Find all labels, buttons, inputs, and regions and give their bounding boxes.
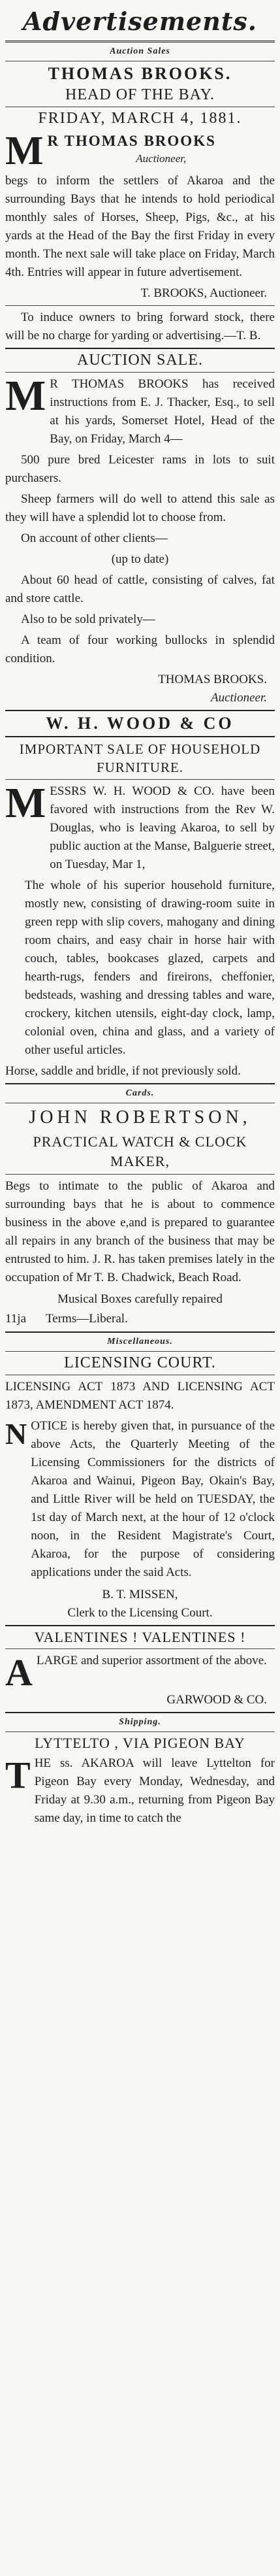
dropcap: M <box>5 372 46 420</box>
wood-heading: W. H. WOOD & CO <box>46 714 234 733</box>
divider <box>5 1625 275 1626</box>
divider <box>5 710 275 711</box>
valentines-signature: GARWOOD & CO. <box>166 1693 267 1707</box>
auction2-item1-note: Sheep farmers will do well to attend this sale as they will have a splendid lot to choose from. <box>5 492 275 524</box>
divider <box>5 41 275 42</box>
auction2-opening <box>5 372 275 448</box>
auctioneer-name: THOMAS BROOKS. <box>48 64 232 83</box>
dropcap: A <box>5 1651 33 1694</box>
licensing-heading: LICENSING COURT. <box>64 1354 216 1371</box>
auction1-signature: T. BROOKS, Auctioneer. <box>140 286 267 300</box>
valentines-body: LARGE and superior assortment of the above. <box>36 1654 267 1667</box>
watchmaker-name: JOHN ROBERTSON, <box>29 1107 251 1128</box>
auction1-firstline: R THOMAS BROOKS <box>47 133 216 149</box>
auction2-heading: AUCTION SALE. <box>77 352 203 369</box>
ad-code: 11ja <box>5 1312 27 1326</box>
watchmaker-terms-row <box>5 1309 275 1329</box>
wood-intro: ESSRS W. H. WOOD & CO. have been favored with instructions from the Rev W. Douglas, who is leaving Akaroa, to sell by public auction at the Manse, Balguerie street, on Tuesday, Mar 1, <box>50 784 275 871</box>
divider <box>5 1712 275 1713</box>
advertisements-column <box>5 0 275 1828</box>
wood-body: The whole of his superior household furniture, mostly new, consisting of drawing-room suite in green repp with slip covers, mahogany and dining room chairs, and easy chair in horse hair with couch, tables, bookcases glazed, carpets and hearth-rugs, fenders and fireirons, cheffonier, bedsteads, washing and dressing tables and ware, crockery, kitchen utensils, eight-day clock, lamp, colonial oven, china and glass, and a variety of other useful articles. <box>25 878 275 1057</box>
sale-location: HEAD OF THE BAY. <box>65 86 215 103</box>
auction2-item3: About 60 head of cattle, consisting of calves, fat and store cattle. <box>5 573 275 605</box>
auction2-signature: THOMAS BROOKS. <box>158 673 267 686</box>
divider <box>5 305 275 306</box>
valentines-heading: VALENTINES ! VALENTINES ! <box>34 1629 246 1645</box>
licensing-signature: B. T. MISSEN, <box>102 1588 178 1601</box>
dropcap: M <box>5 779 46 827</box>
sale-date: FRIDAY, MARCH 4, 1881. <box>38 110 242 127</box>
auction1-body: begs to inform the settlers of Akaroa and the surrounding Bays that he intends to hold periodical monthly sales of Horses, Sheep, Pigs, &c., at his yards at the Head of the Bay the first Friday in every month. The next sale will take place on Friday, March 4th. Entries will appear in future advertisement. <box>5 174 275 279</box>
licensing-body: OTICE is hereby given that, in pursuance of the above Acts, the Quarterly Meeting of the Licensing Commissioners for the districts of Akaroa and Wainui, Pigeon Bay, Okain's Bay, and Little River will be held on TUESDAY, the 1st day of March next, at the hour of 12 o'clock noon, in the Resident Magistrate's Court, Akaroa, for the purpose of considering applications under the said Acts. <box>31 1419 275 1579</box>
section-kicker-shipping: Shipping. <box>119 1717 161 1727</box>
divider <box>5 348 275 349</box>
terms: Terms—Liberal. <box>46 1312 128 1326</box>
auction2-signature-title: Auctioneer. <box>210 691 267 705</box>
dropcap: N <box>5 1417 27 1450</box>
auction1-opening <box>5 129 275 173</box>
auction2-item2: On account of other clients— <box>21 531 168 545</box>
section-kicker-misc: Miscellaneous. <box>107 1337 173 1347</box>
auction2-item4-b: A team of four working bullocks in splendid condition. <box>5 633 275 665</box>
divider <box>5 1174 275 1175</box>
divider <box>5 1731 275 1732</box>
auction2-intro: R THOMAS BROOKS has received instructions from E. J. Thacker, Esq., to sell at his yards, Somerset Hotel, Head of the Bay, on Friday, March 4— <box>50 377 275 446</box>
dropcap: T <box>5 1754 31 1796</box>
shipping-opening <box>5 1754 275 1828</box>
licensing-acts: LICENSING ACT 1873 AND LICENSING ACT 1873, AMENDMENT ACT 1874. <box>5 1380 275 1412</box>
auction2-item1: 500 pure bred Leicester rams in lots to suit purchasers. <box>5 453 275 485</box>
licensing-signature-title: Clerk to the Licensing Court. <box>67 1606 213 1620</box>
divider <box>5 1331 275 1333</box>
auction2-item2-b: (up to date) <box>111 552 169 566</box>
divider <box>5 736 275 737</box>
auction1-title: Auctioneer, <box>136 152 187 165</box>
shipping-heading: LYTTELTO , VIA PIGEON BAY <box>35 1735 245 1751</box>
wood-opening <box>5 779 275 874</box>
wood-title: IMPORTANT SALE OF HOUSEHOLD FURNITURE. <box>19 741 261 775</box>
valentines-opening <box>5 1651 275 1694</box>
masthead-title: Advertisements. <box>22 7 258 36</box>
auction1-footnote: To induce owners to bring forward stock, there will be no charge for yarding or advertising.—T. B. <box>5 310 275 343</box>
auction2-item4: Also to be sold privately— <box>21 612 155 626</box>
divider <box>5 1351 275 1352</box>
divider <box>5 1648 275 1649</box>
dropcap: M <box>5 129 44 173</box>
wood-note: Horse, saddle and bridle, if not previously sold. <box>5 1064 241 1078</box>
licensing-opening <box>5 1417 275 1582</box>
section-kicker-auction: Auction Sales <box>110 46 170 56</box>
watchmaker-note: Musical Boxes carefully repaired <box>57 1292 223 1306</box>
shipping-body: HE ss. AKAROA will leave Lyttelton for Pigeon Bay every Monday, Wednesday, and Friday at 9.30 a.m., returning from Pigeon Bay same day, in time to catch the <box>34 1756 275 1825</box>
divider <box>5 1083 275 1084</box>
watchmaker-trade: PRACTICAL WATCH & CLOCK MAKER, <box>33 1133 247 1169</box>
watchmaker-body: Begs to intimate to the public of Akaroa and surrounding bays that he is about to commence business in the above e,and is prepared to guarantee all repairs in any branch of the business that may be entrusted to him. J. R. has taken premises lately in the occupation of Mr T. B. Chadwick, Beach Road. <box>5 1179 275 1284</box>
section-kicker-cards: Cards. <box>125 1088 155 1098</box>
